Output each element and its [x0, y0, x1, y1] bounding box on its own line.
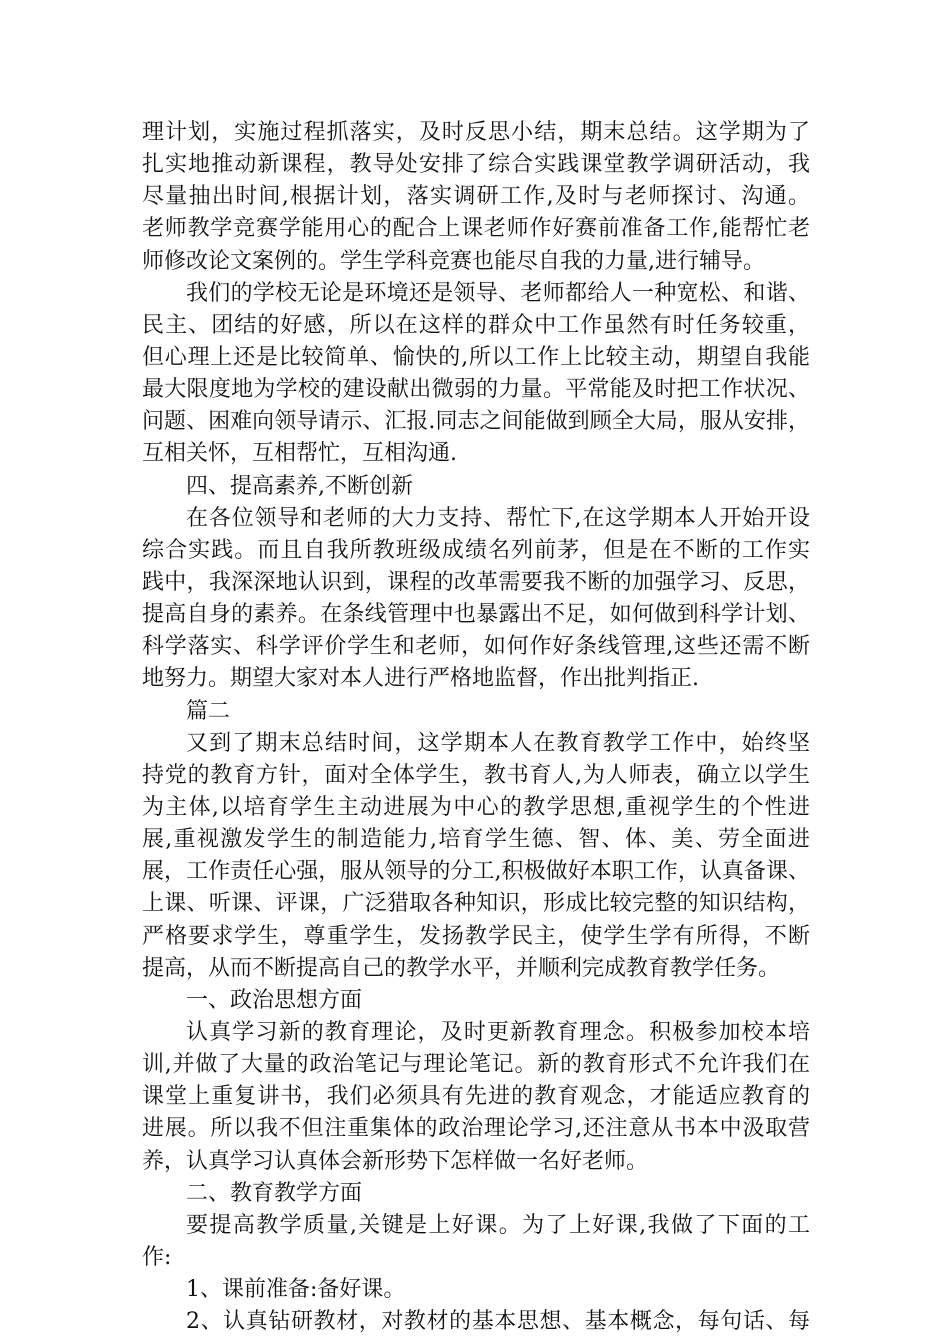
- text-line: 篇二: [186, 698, 231, 724]
- document-body: [142, 117, 810, 1338]
- text-line: 训,并做了大量的政治笔记与理论笔记。新的教育形式不允许我们在: [142, 1052, 810, 1078]
- text-line: 扎实地推动新课程，教导处安排了综合实践课堂教学调研活动，我: [142, 152, 810, 178]
- text-line: 师修改论文案例的。学生学科竞赛也能尽自我的力量,进行辅导。: [142, 248, 765, 274]
- text-line: 又到了期末总结时间，这学期本人在教育教学工作中，始终坚: [186, 730, 810, 756]
- text-line: 2、认真钻研教材，对教材的基本思想、基本概念，每句话、每: [186, 1309, 810, 1335]
- text-line: 民主、团结的好感，所以在这样的群众中工作虽然有时任务较重，: [142, 312, 810, 338]
- text-line: 科学落实、科学评价学生和老师，如何作好条线管理,这些还需不断: [142, 634, 810, 660]
- text-line: 作:: [142, 1244, 172, 1270]
- text-line: 二、教育教学方面: [186, 1180, 363, 1206]
- text-line: 综合实践。而且自我所教班级成绩名列前茅，但是在不断的工作实: [142, 537, 810, 563]
- text-line: 尽量抽出时间,根据计划，落实调研工作,及时与老师探讨、沟通。: [142, 184, 810, 210]
- text-line: 严格要求学生，尊重学生，发扬教学民主，使学生学有所得，不断: [142, 923, 810, 949]
- text-line: 问题、困难向领导请示、汇报.同志之间能做到顾全大局，服从安排，: [142, 409, 810, 435]
- text-line: 老师教学竞赛学能用心的配合上课老师作好赛前准备工作,能帮忙老: [142, 216, 810, 242]
- text-line: 地努力。期望大家对本人进行严格地监督，作出批判指正.: [142, 666, 699, 692]
- text-line: 提高，从而不断提高自己的教学水平，并顺利完成教育教学任务。: [142, 955, 781, 981]
- text-line: 认真学习新的教育理论，及时更新教育理念。积极参加校本培: [186, 1019, 810, 1045]
- text-line: 展,重视激发学生的制造能力,培育学生德、智、体、美、劳全面进: [142, 827, 810, 853]
- text-line: 课堂上重复讲书，我们必须具有先进的教育观念，才能适应教育的: [142, 1084, 810, 1110]
- text-line: 养，认真学习认真体会新形势下怎样做一名好老师。: [142, 1148, 649, 1174]
- text-line: 上课、听课、评课，广泛猎取各种知识，形成比较完整的知识结构，: [142, 891, 810, 917]
- text-line: 践中，我深深地认识到，课程的改革需要我不断的加强学习、反思，: [142, 569, 810, 595]
- text-line: 在各位领导和老师的大力支持、帮忙下,在这学期本人开始开设: [186, 505, 810, 531]
- text-line: 1、课前准备:备好课。: [186, 1277, 406, 1303]
- text-line: 但心理上还是比较简单、愉快的,所以工作上比较主动，期望自我能: [142, 344, 810, 370]
- text-line: 要提高教学质量,关键是上好课。为了上好课,我做了下面的工: [186, 1212, 810, 1238]
- text-line: 提高自身的素养。在条线管理中也暴露出不足，如何做到科学计划、: [142, 602, 810, 628]
- text-line: 理计划，实施过程抓落实，及时反思小结，期末总结。这学期为了: [142, 120, 810, 145]
- text-line: 互相关怀，互相帮忙，互相沟通.: [142, 441, 457, 467]
- text-line: 我们的学校无论是环境还是领导、老师都给人一种宽松、和谐、: [186, 280, 810, 306]
- text-line: 最大限度地为学校的建设献出微弱的力量。平常能及时把工作状况、: [142, 377, 810, 403]
- text-line: 一、政治思想方面: [186, 987, 363, 1013]
- text-line: 四、提高素养,不断创新: [186, 473, 413, 499]
- text-line: 为主体,以培育学生主动进展为中心的教学思想,重视学生的个性进: [142, 794, 810, 820]
- text-line: 持党的教育方针，面对全体学生，教书育人,为人师表，确立以学生: [142, 762, 810, 788]
- text-line: 进展。所以我不但注重集体的政治理论学习,还注意从书本中汲取营: [142, 1116, 810, 1142]
- text-line: 展，工作责任心强，服从领导的分工,积极做好本职工作，认真备课、: [142, 859, 810, 885]
